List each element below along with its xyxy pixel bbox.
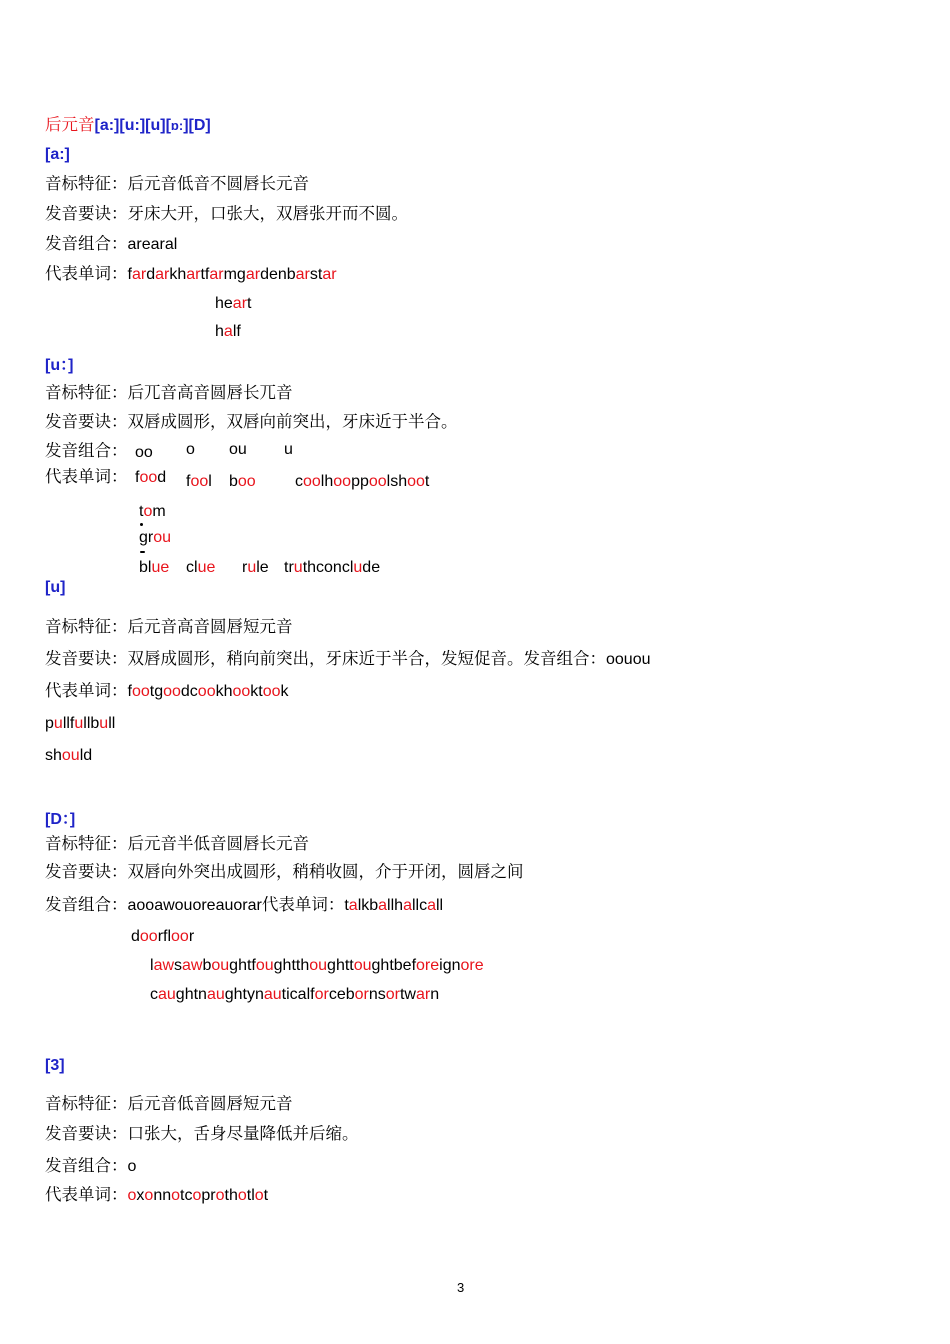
- o-short-feature: [45, 1094, 293, 1115]
- word-boo: [229, 472, 256, 492]
- word-part: he: [215, 295, 233, 312]
- word-part: ghtth: [273, 957, 310, 974]
- o-long-combo: [45, 895, 443, 916]
- words-label: 代表单词：: [45, 264, 128, 283]
- word-highlight: au: [206, 986, 225, 1003]
- tip-text: 双唇成圆形，稍向前突出，牙床近于半合，发短促音。发音组合：: [127, 649, 606, 668]
- tip-text: 口张大，舌身尽量降低并后缩。: [127, 1124, 359, 1143]
- word-highlight: ore: [416, 957, 440, 974]
- word-highlight: u: [74, 715, 84, 732]
- word-highlight: o: [144, 1187, 154, 1204]
- word-highlight: ue: [197, 559, 216, 576]
- word-part: t: [263, 1187, 269, 1204]
- word-part: le: [256, 559, 269, 576]
- word-highlight: u: [353, 559, 363, 576]
- word-highlight: ar: [131, 266, 147, 283]
- word-part: h: [177, 266, 187, 283]
- combo-text: arearal: [127, 236, 178, 253]
- word-highlight: oo: [163, 683, 181, 700]
- word-part: b: [202, 957, 212, 974]
- word-half: [215, 322, 241, 342]
- a-long-words: [45, 264, 337, 285]
- feature-text: 后兀音高音圆唇长兀音: [127, 383, 293, 402]
- word-highlight: oo: [368, 473, 387, 490]
- word-truth: [284, 558, 380, 578]
- word-part: mg: [223, 266, 246, 283]
- word-highlight: o: [171, 1187, 181, 1204]
- word-tom: [139, 502, 166, 522]
- word-heart: [215, 294, 251, 314]
- word-food: [135, 468, 166, 488]
- words-label: 代表单词：: [45, 1185, 128, 1204]
- u-long-words-label: [45, 467, 128, 488]
- feature-label: 音标特征：: [45, 617, 128, 636]
- word-highlight: oo: [407, 473, 425, 490]
- o-long-tip: [45, 862, 524, 883]
- word-highlight: o: [127, 1187, 137, 1204]
- word-part: b: [229, 473, 238, 490]
- word-highlight: oo: [139, 928, 158, 945]
- word-part: gr: [139, 529, 154, 546]
- combo-item: ou: [229, 441, 247, 458]
- word-highlight: u: [99, 715, 109, 732]
- word-part: pp: [351, 473, 369, 490]
- word-part: t: [424, 473, 430, 490]
- word-highlight: u: [293, 559, 303, 576]
- word-highlight: ue: [151, 559, 170, 576]
- word-highlight: a: [378, 897, 388, 914]
- section-heading-a-long: [a:]: [45, 146, 70, 163]
- o-long-feature: [45, 834, 309, 855]
- word-highlight: a: [348, 897, 358, 914]
- word-highlight: oo: [131, 683, 150, 700]
- word-part: st: [309, 266, 323, 283]
- word-part: ghtyn: [224, 986, 264, 1003]
- u-long-tip: [45, 412, 458, 433]
- feature-label: 音标特征：: [45, 383, 128, 402]
- word-highlight: o: [254, 1187, 264, 1204]
- words-row-blue: [139, 558, 169, 578]
- word-highlight: oo: [232, 683, 251, 700]
- word-part: m: [152, 503, 166, 520]
- word-part: c: [150, 986, 158, 1003]
- word-part: f: [186, 473, 191, 490]
- word-part: ll: [108, 715, 116, 732]
- word-part: f: [135, 469, 140, 486]
- word-highlight: a: [427, 897, 436, 914]
- word-part: tl: [246, 1187, 255, 1204]
- title-ipa: [95, 117, 211, 134]
- u-short-words-row2: [45, 714, 115, 734]
- word-part: thconcl: [302, 559, 354, 576]
- words-row-rest: [295, 472, 429, 492]
- word-highlight: aw: [153, 957, 175, 974]
- section-heading-o-short: [3]: [45, 1057, 65, 1074]
- o-short-tip: [45, 1124, 359, 1145]
- stray-mark: [140, 523, 143, 526]
- combo-item: u: [284, 441, 293, 458]
- word-highlight: u: [247, 559, 257, 576]
- word-highlight: au: [263, 986, 282, 1003]
- word-part: dc: [180, 683, 198, 700]
- word-part: sh: [45, 747, 62, 764]
- u-short-words: [45, 681, 289, 702]
- word-part: r: [242, 559, 248, 576]
- tip-label: 发音要诀：: [45, 412, 128, 431]
- word-part: nn: [153, 1187, 172, 1204]
- word-part: tf: [200, 266, 210, 283]
- word-part: ceb: [328, 986, 355, 1003]
- word-part: p: [45, 715, 54, 732]
- word-part: sh: [390, 473, 408, 490]
- word-part: ld: [79, 747, 93, 764]
- word-highlight: oo: [190, 473, 209, 490]
- title-ipa-part2: ][D]: [183, 117, 211, 134]
- word-highlight: ar: [209, 266, 224, 283]
- word-part: c: [295, 473, 303, 490]
- combo-label: 发音组合：: [45, 441, 128, 460]
- word-part: n: [430, 986, 440, 1003]
- word-list: [128, 683, 289, 700]
- word-part: ll: [435, 897, 444, 914]
- tip-text: 牙床大开，口张大，双唇张开而不圆。: [127, 204, 408, 223]
- word-highlight: ou: [153, 529, 172, 546]
- word-part: t: [247, 295, 252, 312]
- word-part: ghtt: [327, 957, 354, 974]
- word-part: s: [174, 957, 183, 974]
- word-highlight: o: [143, 503, 153, 520]
- word-highlight: ou: [255, 957, 274, 974]
- combo-item: o: [186, 441, 195, 458]
- word-part: k: [169, 266, 178, 283]
- combo-label: 发音组合：: [45, 1156, 128, 1175]
- combo-text: aooawouoreauorar: [127, 897, 262, 914]
- word-part: ign: [439, 957, 461, 974]
- word-part: x: [136, 1187, 145, 1204]
- word-highlight: ar: [155, 266, 170, 283]
- word-part: d: [146, 266, 156, 283]
- word-highlight: ar: [245, 266, 261, 283]
- word-part: llf: [62, 715, 75, 732]
- feature-label: 音标特征：: [45, 174, 128, 193]
- word-part: f: [127, 266, 132, 283]
- word-part: llc: [411, 897, 428, 914]
- word-fool: [186, 472, 212, 492]
- word-highlight: oo: [262, 683, 281, 700]
- word-part: rfl: [157, 928, 172, 945]
- word-part: tw: [399, 986, 416, 1003]
- word-part: l: [320, 473, 325, 490]
- word-part: denb: [260, 266, 296, 283]
- word-part: l: [150, 957, 154, 974]
- word-clue: [186, 558, 215, 578]
- word-part: f: [127, 683, 132, 700]
- word-part: pr: [201, 1187, 216, 1204]
- word-part: de: [362, 559, 381, 576]
- word-part: d: [131, 928, 140, 945]
- word-part: ghtbef: [371, 957, 417, 974]
- word-part: kh: [215, 683, 233, 700]
- word-highlight: or: [314, 986, 329, 1003]
- word-highlight: oo: [333, 473, 352, 490]
- word-part: tr: [284, 559, 294, 576]
- feature-text: 后元音低音不圆唇长元音: [127, 174, 309, 193]
- word-part: l: [386, 473, 391, 490]
- word-part: ns: [368, 986, 386, 1003]
- word-highlight: oo: [197, 683, 216, 700]
- tip-combo: oouou: [606, 651, 651, 668]
- word-highlight: o: [237, 1187, 247, 1204]
- word-part: h: [324, 473, 334, 490]
- word-part: kt: [250, 683, 263, 700]
- o-short-words: [45, 1185, 268, 1206]
- word-highlight: oo: [237, 473, 256, 490]
- section-heading-o-long: [D：]: [45, 811, 76, 828]
- feature-text: 后元音高音圆唇短元音: [127, 617, 293, 636]
- word-part: t: [139, 503, 144, 520]
- a-long-feature: [45, 174, 309, 195]
- word-list: [344, 897, 443, 914]
- word-highlight: ar: [295, 266, 310, 283]
- a-long-tip: [45, 204, 408, 225]
- word-highlight: ar: [322, 266, 337, 283]
- word-part: ticalf: [281, 986, 315, 1003]
- word-group: [139, 528, 171, 548]
- word-part: tg: [149, 683, 164, 700]
- word-part: lkb: [357, 897, 379, 914]
- word-rule: [242, 558, 269, 578]
- page-title: [45, 115, 211, 136]
- word-highlight: oo: [139, 469, 158, 486]
- word-highlight: u: [53, 715, 63, 732]
- section-heading-u-short: [u]: [45, 579, 66, 596]
- tip-label: 发音要诀：: [45, 1124, 128, 1143]
- word-highlight: a: [223, 323, 233, 340]
- word-part: d: [157, 469, 167, 486]
- u-long-combo: [45, 441, 128, 462]
- combo-item: oo: [135, 444, 153, 461]
- word-highlight: ou: [353, 957, 372, 974]
- word-highlight: o: [192, 1187, 202, 1204]
- combo-label: 发音组合：: [45, 895, 128, 914]
- words-label: 代表单词：: [45, 681, 128, 700]
- feature-text: 后元音半低音圆唇长元音: [127, 834, 309, 853]
- word-list: [128, 1187, 269, 1204]
- word-part: tc: [180, 1187, 193, 1204]
- title-ipa-part1: [a:][u:][u][: [94, 117, 171, 134]
- words-label: 代表单词：: [261, 895, 345, 914]
- word-highlight: a: [403, 897, 412, 914]
- title-cn: 后元音: [45, 115, 95, 134]
- word-part: ghtn: [175, 986, 207, 1003]
- word-highlight: ore: [460, 957, 484, 974]
- word-part: ghtf: [229, 957, 256, 974]
- tip-text: 双唇向外突出成圆形，稍稍收圆，介于开闭，圆唇之间: [127, 862, 524, 881]
- word-highlight: ou: [211, 957, 230, 974]
- words-label: 代表单词：: [45, 467, 128, 486]
- tip-label: 发音要诀：: [45, 862, 128, 881]
- o-long-words-row4: [150, 985, 439, 1005]
- u-short-feature: [45, 617, 293, 638]
- word-highlight: ou: [61, 747, 80, 764]
- word-highlight: au: [158, 986, 176, 1003]
- o-short-combo: [45, 1156, 136, 1177]
- word-highlight: ar: [232, 295, 248, 312]
- feature-label: 音标特征：: [45, 834, 128, 853]
- word-part: t: [344, 897, 349, 914]
- word-highlight: ou: [309, 957, 328, 974]
- word-highlight: or: [354, 986, 369, 1003]
- u-short-words-row3: [45, 746, 92, 766]
- word-part: lf: [232, 323, 241, 340]
- word-part: r: [188, 928, 195, 945]
- word-highlight: oo: [171, 928, 189, 945]
- word-part: llb: [83, 715, 100, 732]
- o-long-words-row3: [150, 956, 484, 976]
- word-highlight: or: [385, 986, 400, 1003]
- word-highlight: o: [215, 1187, 225, 1204]
- word-part: th: [224, 1187, 238, 1204]
- title-ipa-small: ɒ:: [170, 118, 184, 133]
- u-long-feature: [45, 383, 293, 404]
- word-highlight: ar: [186, 266, 201, 283]
- tip-label: 发音要诀：: [45, 649, 128, 668]
- feature-text: 后元音低音圆唇短元音: [127, 1094, 293, 1113]
- feature-label: 音标特征：: [45, 1094, 128, 1113]
- word-part: l: [208, 473, 212, 490]
- page-number: 3: [457, 1280, 465, 1295]
- word-highlight: aw: [182, 957, 203, 974]
- u-short-tip: [45, 649, 651, 670]
- word-list: [128, 266, 337, 283]
- combo-text: o: [127, 1158, 137, 1175]
- word-part: llh: [387, 897, 404, 914]
- section-heading-u-long: [u：]: [45, 357, 74, 374]
- word-part: cl: [186, 559, 198, 576]
- word-part: k: [280, 683, 289, 700]
- word-highlight: ar: [415, 986, 431, 1003]
- o-long-words-row2: [131, 927, 194, 947]
- a-long-combo: [45, 234, 177, 255]
- tip-label: 发音要诀：: [45, 204, 128, 223]
- stray-mark: [140, 551, 145, 553]
- word-part: bl: [139, 559, 152, 576]
- combo-label: 发音组合：: [45, 234, 128, 253]
- word-part: h: [215, 323, 224, 340]
- word-highlight: oo: [303, 473, 321, 490]
- tip-text: 双唇成圆形，双唇向前突出，牙床近于半合。: [127, 412, 458, 431]
